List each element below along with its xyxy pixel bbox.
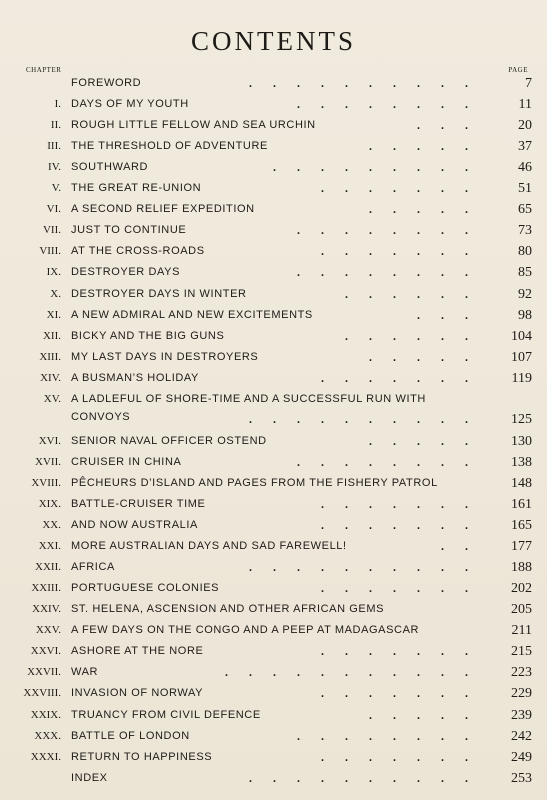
- toc-entry: [0, 431, 547, 452]
- page-number: 138: [511, 454, 532, 470]
- leader-dots: .....: [369, 139, 489, 154]
- chapter-title: BATTLE-CRUISER TIME: [71, 498, 206, 510]
- toc-entry: [0, 73, 547, 94]
- toc-entry: [0, 368, 547, 389]
- chapter-title: A BUSMAN’S HOLIDAY: [71, 371, 199, 384]
- chapter-title: A FEW DAYS ON THE CONGO AND A PEEP AT MADAGASCAR: [71, 624, 420, 637]
- toc-entry: [0, 326, 547, 347]
- toc-entry: [0, 641, 547, 662]
- toc-entry: [0, 683, 547, 704]
- chapter-title: SENIOR NAVAL OFFICER OSTEND: [71, 434, 267, 447]
- chapter-title: INDEX: [71, 771, 108, 784]
- page-number: 148: [511, 475, 532, 491]
- chapter-number: VI.: [46, 203, 61, 216]
- chapter-number: XXI.: [38, 540, 61, 553]
- chapter-title: RETURN TO HAPPINESS: [71, 750, 213, 763]
- chapter-number: XXVI.: [30, 645, 61, 658]
- page-number: 253: [511, 770, 532, 786]
- leader-dots: .......: [321, 686, 489, 701]
- leader-dots: ......: [345, 328, 489, 343]
- chapter-title: CRUISER IN CHINA: [71, 455, 182, 468]
- leader-dots: .....: [369, 707, 489, 722]
- chapter-title: A SECOND RELIEF EXPEDITION: [71, 203, 255, 216]
- chapter-number: XV.: [43, 392, 61, 405]
- chapter-title: SOUTHWARD: [71, 161, 149, 174]
- chapter-title: DESTROYER DAYS IN WINTER: [71, 287, 247, 300]
- page-number: 215: [511, 644, 532, 660]
- page-number: 65: [518, 202, 532, 218]
- toc-entry: [0, 768, 547, 789]
- page-number: 11: [518, 97, 532, 113]
- leader-dots: ..: [441, 539, 489, 554]
- page-column-header: PAGE: [508, 66, 528, 74]
- chapter-number: XXVII.: [27, 666, 61, 679]
- toc-entry: [0, 178, 547, 199]
- leader-dots: .......: [321, 181, 489, 196]
- page-number: 130: [511, 433, 532, 449]
- page-number: 242: [511, 728, 532, 744]
- leader-dots: ..........: [249, 411, 489, 426]
- chapter-title: THE THRESHOLD OF ADVENTURE: [71, 140, 268, 153]
- leader-dots: .......: [321, 581, 489, 596]
- leader-dots: ........: [297, 97, 489, 112]
- chapter-title: BICKY AND THE BIG GUNS: [71, 329, 225, 342]
- leader-dots: ...: [417, 307, 489, 322]
- chapter-title: ROUGH LITTLE FELLOW AND SEA URCHIN: [71, 119, 316, 132]
- chapter-number: XIV.: [40, 371, 61, 384]
- toc-entry: [0, 536, 547, 557]
- toc-entry: [0, 494, 547, 515]
- chapter-number: II.: [50, 119, 61, 132]
- leader-dots: ........: [297, 223, 489, 238]
- toc-entry: [0, 262, 547, 283]
- chapter-title: BATTLE OF LONDON: [71, 729, 190, 742]
- leader-dots: .......: [321, 518, 489, 533]
- chapter-number: VIII.: [39, 245, 61, 258]
- leader-dots: ..........: [249, 560, 489, 575]
- toc-entry: [0, 726, 547, 747]
- chapter-number: XX.: [42, 519, 61, 532]
- chapter-title: AFRICA: [71, 561, 115, 574]
- toc-entry: [0, 599, 547, 620]
- chapter-title: JUST TO CONTINUE: [71, 224, 187, 237]
- page-number: 46: [518, 160, 532, 176]
- chapter-title: WAR: [71, 666, 99, 679]
- page-number: 202: [511, 581, 532, 597]
- page-number: 239: [511, 707, 532, 723]
- leader-dots: .....: [369, 349, 489, 364]
- chapter-title: A LADLEFUL OF SHORE-TIME AND A SUCCESSFUL RUN WITH: [71, 392, 426, 405]
- toc-entry: [0, 347, 547, 368]
- page-number: 249: [511, 749, 532, 765]
- page-number: 177: [511, 539, 532, 555]
- chapter-title: INVASION OF NORWAY: [71, 687, 204, 700]
- leader-dots: ........: [297, 728, 489, 743]
- toc-entry: [0, 115, 547, 136]
- toc-entry: [0, 747, 547, 768]
- chapter-number: XXIV.: [32, 603, 61, 616]
- toc-entry: [0, 473, 547, 494]
- chapter-title: A NEW ADMIRAL AND NEW EXCITEMENTS: [71, 308, 313, 321]
- chapter-column-header: CHAPTER: [26, 66, 62, 74]
- chapter-title: AT THE CROSS-ROADS: [71, 245, 205, 258]
- leader-dots: .....: [369, 433, 489, 448]
- toc-entry: [0, 305, 547, 326]
- toc-entry: [0, 94, 547, 115]
- page-number: 211: [511, 623, 532, 639]
- toc-entry: [0, 620, 547, 641]
- leader-dots: .......: [321, 644, 489, 659]
- chapter-number: XXIII.: [31, 582, 61, 595]
- chapter-number: XXXI.: [30, 750, 61, 763]
- chapter-number: XXVIII.: [23, 687, 61, 700]
- page-number: 125: [511, 411, 532, 427]
- leader-dots: ........: [297, 265, 489, 280]
- leader-dots: ...: [417, 118, 489, 133]
- toc-entry: [0, 389, 547, 427]
- chapter-number: IV.: [48, 161, 61, 174]
- page-number: 73: [518, 223, 532, 239]
- chapter-title: AND NOW AUSTRALIA: [71, 519, 198, 532]
- chapter-title: PÊCHEURS D’ISLAND AND PAGES FROM THE FISHERY PATROL: [71, 476, 438, 489]
- chapter-title: PORTUGUESE COLONIES: [71, 582, 220, 595]
- chapter-title: ASHORE AT THE NORE: [71, 645, 204, 658]
- leader-dots: .....: [369, 202, 489, 217]
- page-number: 223: [511, 665, 532, 681]
- page-number: 107: [511, 349, 532, 365]
- chapter-number: XVII.: [35, 455, 61, 468]
- chapter-number: III.: [47, 140, 61, 153]
- page-title: CONTENTS: [191, 26, 356, 56]
- page-number: 51: [518, 181, 532, 197]
- toc-entry: [0, 284, 547, 305]
- chapter-number: XI.: [46, 308, 61, 321]
- chapter-title-continued: CONVOYS: [71, 410, 131, 423]
- page-number: 85: [518, 265, 532, 281]
- chapter-title: FOREWORD: [71, 77, 142, 89]
- leader-dots: ...........: [225, 665, 489, 680]
- leader-dots: ......: [345, 286, 489, 301]
- toc-entry: [0, 220, 547, 241]
- toc-entry: [0, 705, 547, 726]
- chapter-number: X.: [50, 287, 61, 300]
- chapter-number: IX.: [46, 266, 61, 279]
- page-number: 161: [511, 497, 532, 512]
- toc-entry: [0, 136, 547, 157]
- chapter-number: XII.: [42, 329, 61, 342]
- chapter-number: XXII.: [35, 561, 61, 574]
- toc-entry: [0, 157, 547, 178]
- chapter-number: XXV.: [35, 624, 61, 637]
- chapter-title: DAYS OF MY YOUTH: [71, 98, 189, 111]
- leader-dots: .......: [321, 370, 489, 385]
- chapter-title: THE GREAT RE-UNION: [71, 182, 202, 195]
- leader-dots: ........: [297, 454, 489, 469]
- leader-dots: .......: [321, 244, 489, 259]
- leader-dots: .......: [321, 749, 489, 764]
- page-number: 80: [518, 244, 532, 260]
- page-number: 20: [518, 118, 532, 134]
- leader-dots: ..........: [249, 770, 489, 785]
- page-number: 188: [511, 560, 532, 576]
- chapter-title: MORE AUSTRALIAN DAYS AND SAD FAREWELL!: [71, 540, 347, 553]
- toc-entry: [0, 199, 547, 220]
- page-number: 98: [518, 307, 532, 323]
- chapter-title: DESTROYER DAYS: [71, 266, 181, 279]
- chapter-number: XIX.: [38, 498, 61, 510]
- chapter-title: MY LAST DAYS IN DESTROYERS: [71, 350, 259, 363]
- toc-entry: [0, 578, 547, 599]
- chapter-number: XXX.: [34, 729, 61, 742]
- chapter-number: XXIX.: [30, 708, 61, 721]
- chapter-number: XVI.: [38, 434, 61, 447]
- chapter-number: XVIII.: [31, 476, 61, 489]
- chapter-title: TRUANCY FROM CIVIL DEFENCE: [71, 708, 261, 721]
- chapter-number: XIII.: [39, 350, 61, 363]
- chapter-number: I.: [54, 98, 61, 111]
- chapter-number: VII.: [42, 224, 61, 237]
- toc-entry: [0, 241, 547, 262]
- leader-dots: ..........: [249, 76, 489, 90]
- page-number: 229: [511, 686, 532, 702]
- page-number: 119: [511, 370, 532, 386]
- leader-dots: .........: [273, 160, 489, 175]
- page-number: 92: [518, 286, 532, 302]
- chapter-title: ST. HELENA, ASCENSION AND OTHER AFRICAN GEMS: [71, 603, 385, 616]
- page-number: 7: [525, 76, 532, 91]
- page-number: 205: [511, 602, 532, 618]
- toc-entry: [0, 662, 547, 683]
- page-number: 165: [511, 518, 532, 534]
- toc-entry: [0, 515, 547, 536]
- page-number: 104: [511, 328, 532, 344]
- toc-entry: [0, 557, 547, 578]
- toc-entry: [0, 452, 547, 473]
- chapter-number: V.: [51, 182, 61, 195]
- page-number: 37: [518, 139, 532, 155]
- leader-dots: .......: [321, 497, 489, 511]
